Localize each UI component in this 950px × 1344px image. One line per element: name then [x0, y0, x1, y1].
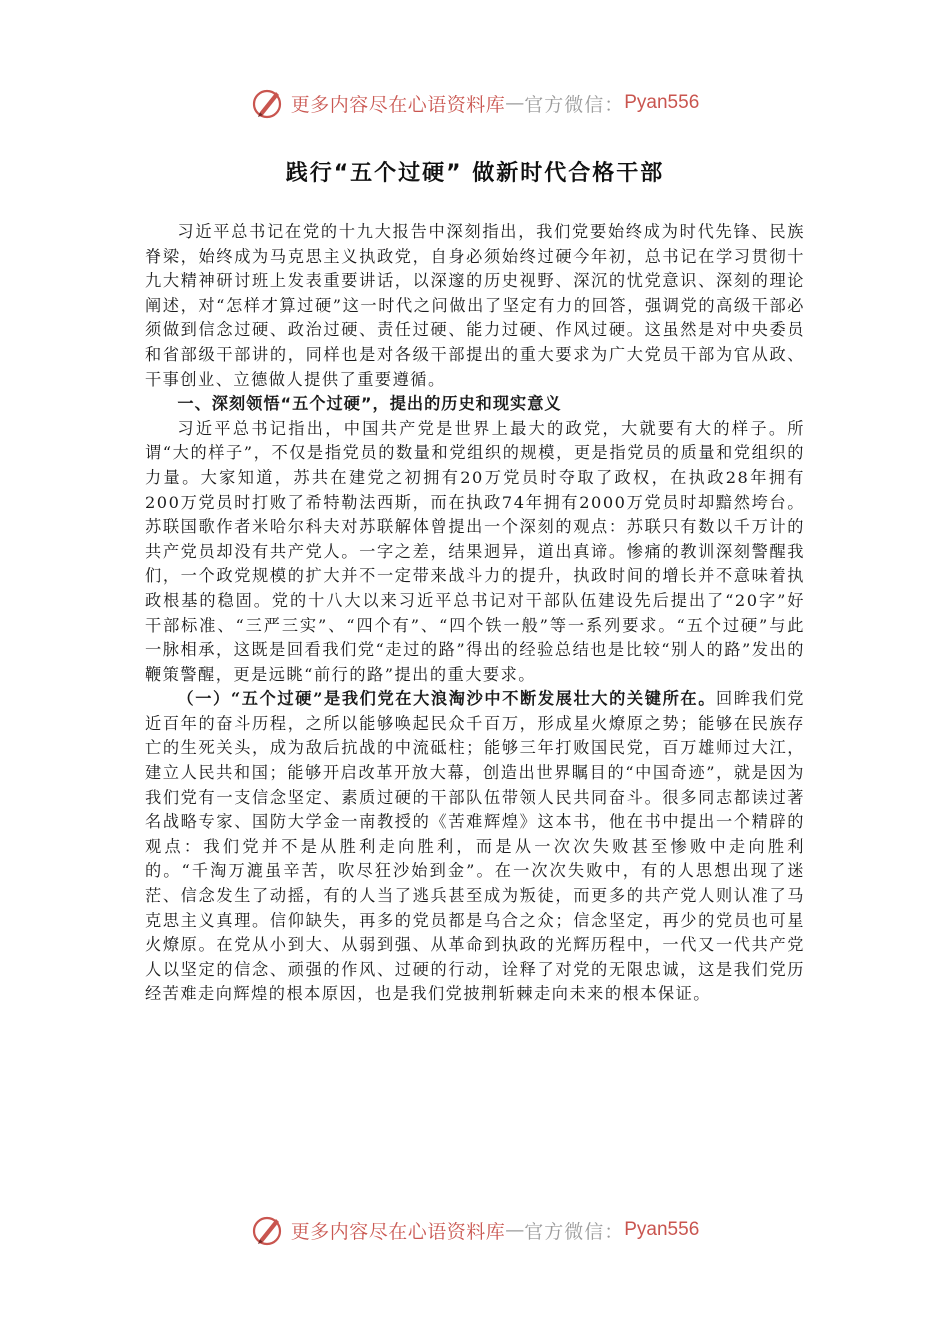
- footer-banner: [0, 1210, 950, 1250]
- header-banner: [0, 83, 950, 123]
- banner-site-text: 更多内容尽在心语资料库: [290, 1220, 506, 1243]
- subsection-heading: （一）“五个过硬”是我们党在大浪淘沙中不断发展壮大的关键所在。: [177, 689, 717, 709]
- document-body: [145, 220, 805, 1007]
- paragraph-text: 回眸我们党近百年的奋斗历程，之所以能够唤起民众千百万，形成星火燎原之势；能够在民族存亡的生死关头，成为敌后抗战的中流砥柱；能够三年打败国民党，百万雄师过大江，建立人民共和国；能够开启改革开放大幕，创造出世界瞩目的“中国奇迹”，就是因为我们党有一支信念坚定、素质过硬的干部队伍带领人民共同奋斗。很多同志都读过著名战略专家、国防大学金一南教授的《苦难辉煌》这本书，他在书中提出一个精辟的观点：我们党并不是从胜利走向胜利，而是从一次次失败甚至惨败中走向胜利的。“千淘万漉虽辛苦，吹尽狂沙始到金”。在一次次失败中，有的人思想出现了迷茫、信念发生了动摇，有的人当了逃兵甚至成为叛徒，而更多的共产党人则认准了马克思主义真理。信仰缺失，再多的党员都是乌合之众；信念坚定，再少的党员也可星火燎原。在党从小到大、从弱到强、从革命到执政的光辉历程中，一代又一代共产党人以坚定的信念、顽强的作风、过硬的行动，诠释了对党的无限忠诚，这是我们党历经苦难走向辉煌的根本原因，也是我们党披荆斩棘走向未来的根本保证。: [145, 689, 805, 1004]
- paragraph: 习近平总书记指出，中国共产党是世界上最大的政党，大就要有大的样子。所谓“大的样子”，不仅是指党员的数量和党组织的规模，更是指党员的质量和党组织的力量。大家知道，苏共在建党之初拥有20万党员时夺取了政权，在执政28年拥有200万党员时打败了希特勒法西斯，而在执政74年拥有2000万党员时却黯然垮台。苏联国歌作者米哈尔科夫对苏联解体曾提出一个深刻的观点：苏联只有数以千万计的共产党员却没有共产党人。一字之差，结果迥异，道出真谛。惨痛的教训深刻警醒我们，一个政党规模的扩大并不一定带来战斗力的提升，执政时间的增长并不意味着执政根基的稳固。党的十八大以来习近平总书记对干部队伍建设先后提出了“20字”好干部标准、“三严三实”、“四个有”、“四个铁一般”等一系列要求。“五个过硬”与此一脉相承，这既是回看我们党“走过的路”得出的经验总结也是比较“别人的路”发出的鞭策警醒，更是远眺“前行的路”提出的重大要求。: [145, 418, 805, 684]
- section-heading: 一、深刻领悟“五个过硬”，提出的历史和现实意义: [177, 394, 562, 414]
- banner-wechat-id: Pyan556: [624, 1219, 700, 1240]
- banner-separator: —: [505, 1219, 525, 1241]
- document-title: 践行“五个过硬” 做新时代合格干部: [285, 161, 665, 186]
- paragraph: [145, 687, 805, 1007]
- banner-separator: —: [505, 92, 525, 114]
- pen-circle-logo-icon: [251, 1213, 285, 1247]
- banner-site-text: 更多内容尽在心语资料库: [290, 93, 506, 116]
- banner-wechat-id: Pyan556: [624, 92, 700, 113]
- banner-wechat-label: 官方微信：: [524, 1220, 625, 1243]
- paragraph: 习近平总书记在党的十九大报告中深刻指出，我们党要始终成为时代先锋、民族脊梁，始终成为马克思主义执政党，自身必须始终过硬今年初，总书记在学习贯彻十九大精神研讨班上发表重要讲话，以深邃的历史视野、深沉的忧党意识、深刻的理论阐述，对“怎样才算过硬”这一时代之问做出了坚定有力的回答，强调党的高级干部必须做到信念过硬、政治过硬、责任过硬、能力过硬、作风过硬。这虽然是对中央委员和省部级干部讲的，同样也是对各级干部提出的重大要求为广大党员干部为官从政、干事创业、立德做人提供了重要遵循。: [145, 222, 805, 389]
- pen-circle-logo-icon: [251, 86, 285, 120]
- banner-wechat-label: 官方微信：: [524, 93, 625, 116]
